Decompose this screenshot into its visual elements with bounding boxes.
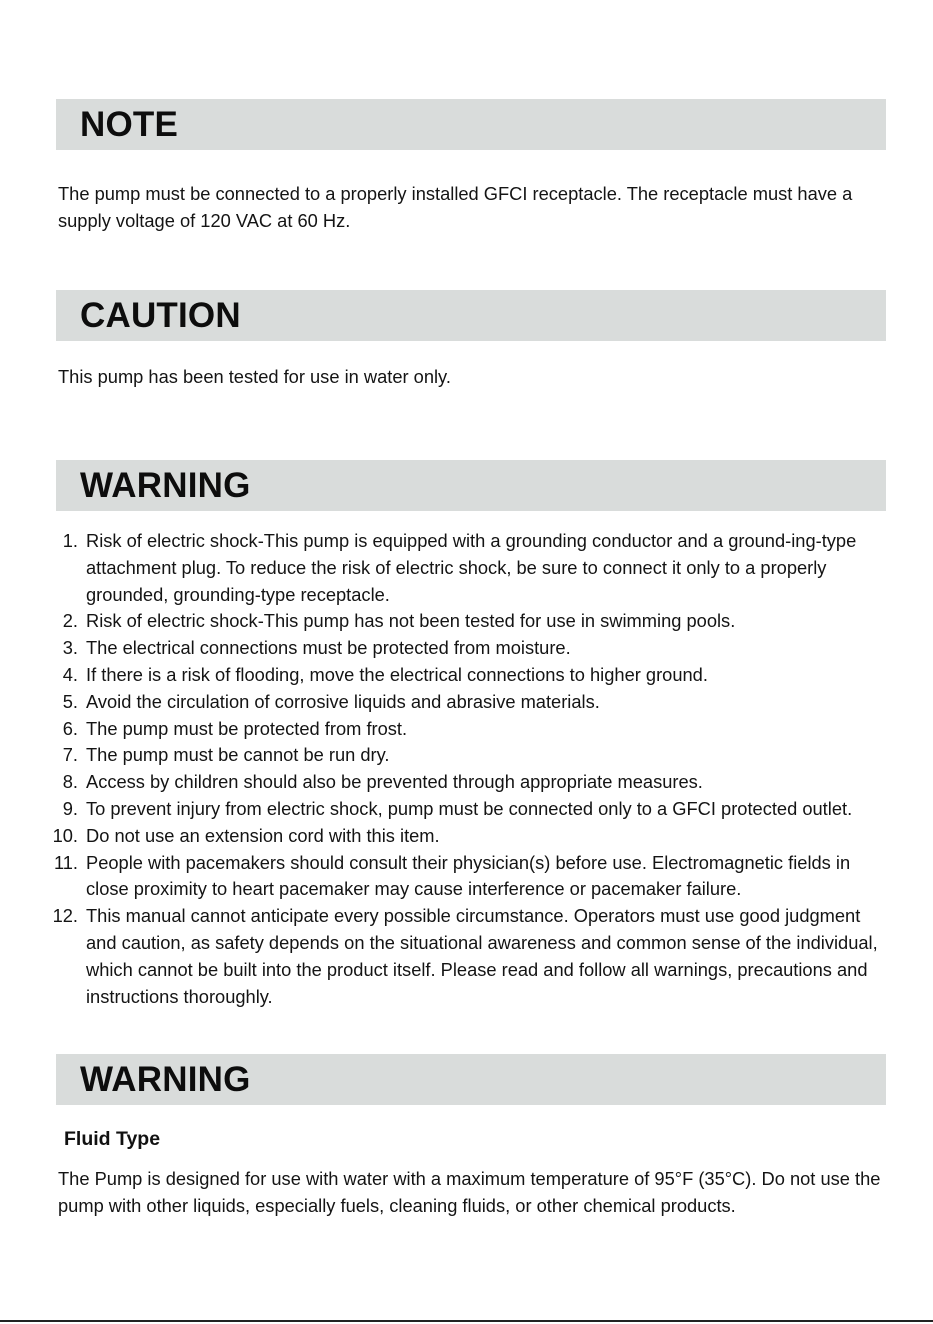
list-text: The electrical connections must be protected from moisture. <box>86 637 571 659</box>
list-item <box>50 608 895 635</box>
list-text: Risk of electric shock-This pump has not been tested for use in swimming pools. <box>86 610 736 632</box>
list-number: 3. <box>62 637 78 659</box>
list-item <box>50 635 895 662</box>
warning-list <box>50 528 895 1010</box>
list-number: 6. <box>62 717 78 739</box>
warning-heading: WARNING <box>80 466 251 505</box>
list-number: 11. <box>53 851 78 873</box>
fluid-warning-banner <box>56 1054 886 1105</box>
list-item <box>50 716 895 743</box>
fluid-warning-heading: WARNING <box>80 1060 251 1099</box>
list-item <box>50 689 895 716</box>
caution-heading: CAUTION <box>80 296 241 335</box>
fluid-type-subheading: Fluid Type <box>64 1128 161 1150</box>
list-text: The pump must be cannot be run dry. <box>86 744 390 766</box>
caution-banner <box>56 290 886 341</box>
list-number: 10. <box>52 824 78 846</box>
list-item <box>50 796 895 823</box>
list-number: 1. <box>62 530 78 551</box>
list-number: 7. <box>62 744 78 766</box>
list-text: The pump must be protected from frost. <box>86 717 408 739</box>
note-banner <box>56 99 886 150</box>
page-bottom-rule <box>0 1320 933 1322</box>
note-text: The pump must be connected to a properly installed GFCI receptacle. The receptacle must have a supply voltage of 120 VAC at 60 Hz. <box>58 183 853 231</box>
warning-banner <box>56 460 886 511</box>
list-item <box>50 823 895 850</box>
list-item <box>50 903 895 1010</box>
list-item <box>50 850 895 904</box>
list-text: Avoid the circulation of corrosive liquids and abrasive materials. <box>86 690 600 712</box>
list-number: 12. <box>52 905 78 927</box>
list-item <box>50 662 895 689</box>
list-number: 8. <box>62 771 78 793</box>
list-number: 9. <box>62 797 78 819</box>
list-number: 4. <box>62 663 78 685</box>
list-text: To prevent injury from electric shock, pump must be connected only to a GFCI protected outlet. <box>86 797 853 819</box>
list-item <box>50 742 895 769</box>
list-number: 5. <box>62 690 78 712</box>
list-text: Do not use an extension cord with this item. <box>86 824 440 846</box>
list-item <box>50 528 895 608</box>
list-text: If there is a risk of flooding, move the electrical connections to higher ground. <box>86 663 708 685</box>
list-text: Access by children should also be prevented through appropriate measures. <box>86 771 703 793</box>
fluid-type-text: The Pump is designed for use with water with a maximum temperature of 95°F (35°C). Do not use the pump with other liquids, especially fuels, cleaning fluids, or other chemical products. <box>58 1168 881 1216</box>
list-text: People with pacemakers should consult their physician(s) before use. Electromagnetic fields in close proximity to heart pacemaker may cause interference or pacemaker failure. <box>86 851 851 900</box>
list-text: This manual cannot anticipate every possible circumstance. Operators must use good judgment and caution, as safety depends on the situational awareness and common sense of the individual, which cannot be built into the product itself. Please read and follow all warnings, precautions and instructions thoroughly. <box>86 905 878 1007</box>
list-text: Risk of electric shock-This pump is equipped with a grounding conductor and a ground-ing-type attachment plug. To reduce the risk of electric shock, be sure to connect it only to a properly grounded, grounding-type receptacle. <box>86 530 857 605</box>
list-item <box>50 769 895 796</box>
list-number: 2. <box>62 610 78 632</box>
caution-text: This pump has been tested for use in water only. <box>58 366 451 387</box>
note-heading: NOTE <box>80 105 179 144</box>
